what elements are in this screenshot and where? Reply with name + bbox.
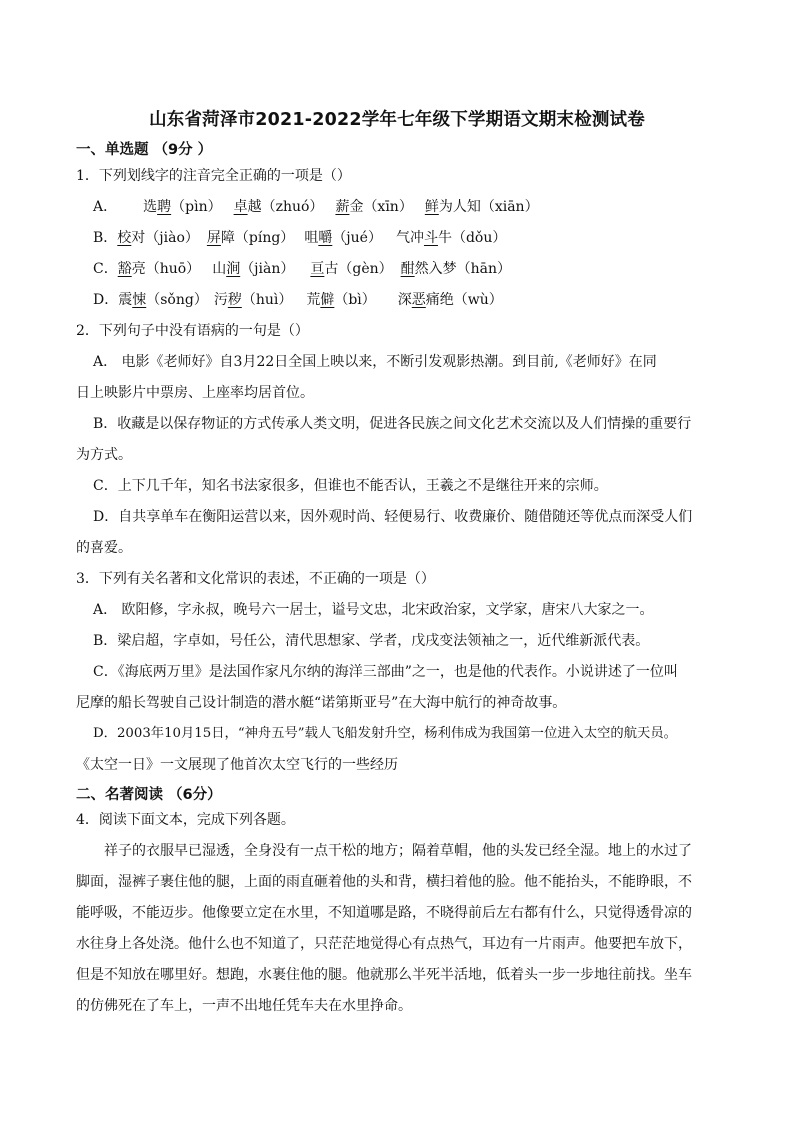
q4-stem: 4．阅读下面文本，完成下列各题。 [76, 812, 295, 828]
q1-option-a [93, 198, 539, 216]
q3-option-b: B．梁启超，字卓如，号任公，清代思想家、学者，戊戌变法领袖之一，近代维新派代表。 [93, 633, 650, 649]
exam-title: 山东省菏泽市2021-2022学年七年级下学期语文期末检测试卷 [149, 110, 645, 130]
q1-b1: 校对（jiào） [117, 230, 199, 246]
q1-option-d [93, 291, 503, 309]
q3-option-c-line2: 尼摩的船长驾驶自己设计制造的潜水艇“诺第斯亚号”在大海中航行的神奇故事。 [76, 695, 567, 711]
q1-d-label: D． [93, 292, 119, 308]
q1-c2: 山涧（jiàn） [212, 261, 295, 277]
q1-d2: 污秽（huì） [213, 292, 293, 308]
q1-b3: 咀嚼（jué） [304, 230, 382, 246]
q1-d3: 荒僻（bì） [306, 292, 376, 308]
section-1-heading: 一、单选题 （9分 ） [76, 142, 213, 158]
q1-d4: 深恶痛绝（wù） [397, 292, 503, 308]
q3-option-c-line1: C．《海底两万里》是法国作家凡尔纳的海洋三部曲”之一，也是他的代表作。小说讲述了一位叫 [93, 664, 678, 680]
q3-option-a: A． 欧阳修，字永叔，晚号六一居士，谥号文忠，北宋政治家，文学家，唐宋八大家之一。 [93, 602, 654, 618]
section-2-heading: 二、名著阅读 （6分） [76, 787, 222, 803]
q2-option-a-line2: 日上映影片中票房、上座率均居首位。 [76, 385, 314, 401]
q1-stem: 1．下列划线字的注音完全正确的一项是（） [76, 168, 351, 184]
q1-a-label: A． [93, 199, 118, 215]
q3-stem: 3．下列有关名著和文化常识的表述，不正确的一项是（） [76, 571, 435, 587]
q3-option-d-line2: 《太空一日》一文展现了他首次太空飞行的一些经历 [76, 757, 398, 773]
q1-option-b [93, 229, 506, 247]
q4-passage-line4: 水往身上各处浇。他什么也不知道了，只茫茫地觉得心有点热气，耳边有一片雨声。他要把车放下， [76, 936, 692, 952]
q1-c1: 豁亮（huō） [117, 261, 201, 277]
q1-a1: 选聘（pìn） [143, 199, 222, 215]
q4-passage-line1: 祥子的衣服早已湿透，全身没有一点干松的地方；隔着草帽，他的头发已经全湿。地上的水过了 [104, 843, 692, 859]
q3-option-d-line1: D．2003年10月15日，“神舟五号”载人飞船发射升空，杨利伟成为我国第一位进入太空的航天员。 [93, 726, 677, 741]
q2-option-b-line1: B．收藏是以保存物证的方式传承人类文明，促进各民族之间文化艺术交流以及人们情操的重要行 [93, 416, 692, 432]
q2-option-d-line1: D．自共享单车在衡阳运营以来，因外观时尚、轻便易行、收费廉价、随借随还等优点而深受人们 [93, 509, 693, 525]
q4-passage-line2: 脚面，湿裤子裹住他的腿，上面的雨直砸着他的头和背，横扫着他的脸。他不能抬头，不能睁眼，不 [76, 874, 692, 890]
q4-passage-line3: 能呼吸，不能迈步。他像要立定在水里，不知道哪是路，不晓得前后左右都有什么，只觉得透骨凉的 [76, 905, 692, 921]
q1-c4: 酣然入梦（hān） [400, 261, 512, 277]
q2-option-b-line2: 为方式。 [76, 447, 132, 463]
q1-c3: 亘古（gèn） [310, 261, 393, 277]
q1-c-label: C． [93, 261, 118, 277]
q1-a2: 卓越（zhuó） [233, 199, 324, 215]
q2-stem: 2．下列句子中没有语病的一句是（） [76, 323, 309, 339]
q1-a3: 薪金（xīn） [335, 199, 413, 215]
q4-passage-line6: 的仿佛死在了车上，一声不出地任凭车夫在水里挣命。 [76, 998, 412, 1014]
q1-a4: 鲜为人知（xiān） [424, 199, 539, 215]
q1-b-label: B． [93, 230, 118, 246]
q1-b2: 屏障（píng） [206, 230, 295, 246]
q1-b4: 气冲斗牛（dǒu） [395, 230, 507, 246]
q2-option-d-line2: 的喜爱。 [76, 540, 132, 556]
q2-option-c: C．上下几千年，知名书法家很多，但谁也不能否认，王羲之不是继往开来的宗师。 [93, 478, 608, 494]
q1-option-c [93, 260, 511, 278]
q2-option-a-line1: A． 电影《老师好》自3月22日全国上映以来，不断引发观影热潮。到目前,《老师好》在同 [93, 354, 657, 370]
q4-passage-line5: 但是不知放在哪里好。想跑，水裹住他的腿。他就那么半死半活地，低着头一步一步地往前找。坐车 [76, 967, 692, 983]
q1-d1: 震悚（sǒng） [118, 292, 208, 308]
